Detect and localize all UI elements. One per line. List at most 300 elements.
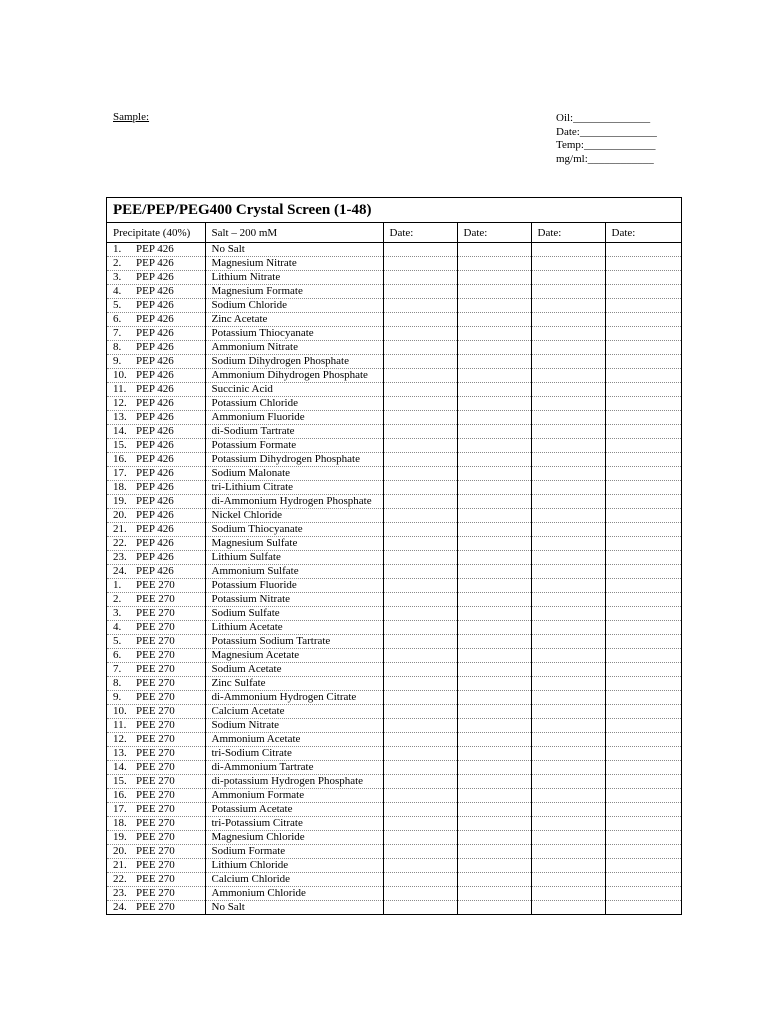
date-4-cell[interactable] — [605, 789, 681, 803]
row-number: 3. — [113, 271, 122, 283]
date-4-cell[interactable] — [605, 817, 681, 831]
date-3-cell[interactable] — [531, 397, 605, 411]
date-2-cell[interactable] — [457, 817, 531, 831]
date-4-cell[interactable] — [605, 243, 681, 257]
date-3-cell[interactable] — [531, 761, 605, 775]
date-1-cell[interactable] — [383, 313, 457, 327]
date-1-cell[interactable] — [383, 887, 457, 901]
column-header-date-2: Date: — [457, 223, 531, 243]
date-1-cell[interactable] — [383, 299, 457, 313]
date-3-cell[interactable] — [531, 271, 605, 285]
row-number: 12. — [113, 397, 127, 409]
date-1-cell[interactable] — [383, 495, 457, 509]
date-1-cell[interactable] — [383, 271, 457, 285]
date-4-cell[interactable] — [605, 733, 681, 747]
date-3-cell[interactable] — [531, 803, 605, 817]
date-2-cell[interactable] — [457, 495, 531, 509]
row-number: 2. — [113, 593, 122, 605]
date-4-cell[interactable] — [605, 257, 681, 271]
date-3-cell[interactable] — [531, 593, 605, 607]
salt-cell: Magnesium Formate — [205, 285, 383, 299]
date-2-cell[interactable] — [457, 285, 531, 299]
row-number: 5. — [113, 299, 122, 311]
salt-cell: Magnesium Acetate — [205, 649, 383, 663]
date-2-cell[interactable] — [457, 873, 531, 887]
date-4-cell[interactable] — [605, 901, 681, 915]
date-3-cell[interactable] — [531, 523, 605, 537]
date-4-cell[interactable] — [605, 579, 681, 593]
date-3-cell[interactable] — [531, 467, 605, 481]
date-1-cell[interactable] — [383, 369, 457, 383]
date-2-cell[interactable] — [457, 537, 531, 551]
precipitate-name: PEE 270 — [136, 859, 175, 871]
date-2-cell[interactable] — [457, 523, 531, 537]
row-number: 21. — [113, 859, 127, 871]
precipitate-name: PEE 270 — [136, 663, 175, 675]
date-3-cell[interactable] — [531, 299, 605, 313]
date-4-cell[interactable] — [605, 383, 681, 397]
precipitate-cell — [107, 299, 205, 313]
precipitate-cell — [107, 509, 205, 523]
precipitate-cell — [107, 481, 205, 495]
date-3-cell[interactable] — [531, 901, 605, 915]
salt-cell: Succinic Acid — [205, 383, 383, 397]
row-number: 15. — [113, 775, 127, 787]
row-number: 12. — [113, 733, 127, 745]
precipitate-name: PEE 270 — [136, 775, 175, 787]
table-row — [107, 271, 681, 285]
date-3-cell[interactable] — [531, 285, 605, 299]
date-3-cell[interactable] — [531, 341, 605, 355]
precipitate-cell — [107, 691, 205, 705]
row-number: 9. — [113, 691, 122, 703]
date-2-cell[interactable] — [457, 383, 531, 397]
date-4-cell[interactable] — [605, 271, 681, 285]
date-3-cell[interactable] — [531, 383, 605, 397]
date-3-cell[interactable] — [531, 257, 605, 271]
precipitate-cell — [107, 775, 205, 789]
salt-cell: tri-Lithium Citrate — [205, 481, 383, 495]
date-2-cell[interactable] — [457, 649, 531, 663]
date-3-cell[interactable] — [531, 509, 605, 523]
date-1-cell[interactable] — [383, 789, 457, 803]
row-number: 8. — [113, 341, 122, 353]
table-row — [107, 719, 681, 733]
date-3-cell[interactable] — [531, 845, 605, 859]
date-4-cell[interactable] — [605, 705, 681, 719]
date-4-cell[interactable] — [605, 691, 681, 705]
row-number: 20. — [113, 509, 127, 521]
date-4-cell[interactable] — [605, 397, 681, 411]
date-1-cell[interactable] — [383, 523, 457, 537]
date-4-cell[interactable] — [605, 495, 681, 509]
date-1-cell[interactable] — [383, 425, 457, 439]
row-number: 19. — [113, 495, 127, 507]
date-3-cell[interactable] — [531, 649, 605, 663]
row-number: 10. — [113, 705, 127, 717]
salt-cell: Magnesium Chloride — [205, 831, 383, 845]
salt-cell: di-Sodium Tartrate — [205, 425, 383, 439]
precipitate-name: PEP 426 — [136, 551, 174, 563]
salt-cell: Potassium Sodium Tartrate — [205, 635, 383, 649]
row-number: 13. — [113, 411, 127, 423]
date-2-cell[interactable] — [457, 271, 531, 285]
date-2-cell[interactable] — [457, 747, 531, 761]
table-row — [107, 677, 681, 691]
date-2-cell[interactable] — [457, 369, 531, 383]
date-4-cell[interactable] — [605, 677, 681, 691]
precipitate-cell — [107, 579, 205, 593]
precipitate-cell — [107, 341, 205, 355]
precipitate-cell — [107, 663, 205, 677]
date-2-cell[interactable] — [457, 397, 531, 411]
date-1-cell[interactable] — [383, 677, 457, 691]
date-2-cell[interactable] — [457, 621, 531, 635]
salt-cell: No Salt — [205, 243, 383, 257]
precipitate-name: PEP 426 — [136, 313, 174, 325]
date-4-cell[interactable] — [605, 593, 681, 607]
date-2-cell[interactable] — [457, 719, 531, 733]
date-3-cell[interactable] — [531, 453, 605, 467]
row-number: 23. — [113, 887, 127, 899]
date-2-cell[interactable] — [457, 425, 531, 439]
date-3-cell[interactable] — [531, 873, 605, 887]
date-4-cell[interactable] — [605, 467, 681, 481]
date-4-cell[interactable] — [605, 523, 681, 537]
salt-cell: Sodium Chloride — [205, 299, 383, 313]
temp-field: Temp:_____________ — [556, 139, 656, 151]
date-4-cell[interactable] — [605, 607, 681, 621]
date-1-cell[interactable] — [383, 285, 457, 299]
date-field: Date:______________ — [556, 125, 657, 138]
salt-cell: Magnesium Nitrate — [205, 257, 383, 271]
date-1-cell[interactable] — [383, 663, 457, 677]
date-4-cell[interactable] — [605, 537, 681, 551]
date-2-cell[interactable] — [457, 845, 531, 859]
date-1-cell[interactable] — [383, 481, 457, 495]
date-2-cell[interactable] — [457, 901, 531, 915]
table-row — [107, 397, 681, 411]
date-3-cell[interactable] — [531, 635, 605, 649]
date-2-cell[interactable] — [457, 453, 531, 467]
precipitate-cell — [107, 313, 205, 327]
date-2-cell[interactable] — [457, 775, 531, 789]
precipitate-name: PEP 426 — [136, 383, 174, 395]
date-1-cell[interactable] — [383, 845, 457, 859]
date-3-cell[interactable] — [531, 425, 605, 439]
date-1-cell[interactable] — [383, 257, 457, 271]
column-header-salt: Salt – 200 mM — [205, 223, 383, 243]
date-1-cell[interactable] — [383, 649, 457, 663]
date-2-cell[interactable] — [457, 481, 531, 495]
precipitate-cell — [107, 677, 205, 691]
row-number: 5. — [113, 635, 122, 647]
row-number: 6. — [113, 313, 122, 325]
date-3-cell[interactable] — [531, 243, 605, 257]
date-2-cell[interactable] — [457, 761, 531, 775]
date-2-cell[interactable] — [457, 341, 531, 355]
date-4-cell[interactable] — [605, 551, 681, 565]
table-row — [107, 495, 681, 509]
date-1-cell[interactable] — [383, 397, 457, 411]
date-4-cell[interactable] — [605, 369, 681, 383]
table-row — [107, 439, 681, 453]
date-1-cell[interactable] — [383, 243, 457, 257]
row-number: 18. — [113, 481, 127, 493]
date-2-cell[interactable] — [457, 733, 531, 747]
table-row — [107, 523, 681, 537]
date-3-cell[interactable] — [531, 411, 605, 425]
date-1-cell[interactable] — [383, 607, 457, 621]
precipitate-cell — [107, 593, 205, 607]
oil-field: Oil:______________ — [556, 112, 651, 124]
precipitate-cell — [107, 719, 205, 733]
date-2-cell[interactable] — [457, 243, 531, 257]
precipitate-name: PEE 270 — [136, 705, 175, 717]
date-4-cell[interactable] — [605, 425, 681, 439]
date-4-cell[interactable] — [605, 747, 681, 761]
date-2-cell[interactable] — [457, 789, 531, 803]
date-3-cell[interactable] — [531, 775, 605, 789]
date-3-cell[interactable] — [531, 747, 605, 761]
date-2-cell[interactable] — [457, 887, 531, 901]
date-3-cell[interactable] — [531, 439, 605, 453]
date-4-cell[interactable] — [605, 341, 681, 355]
date-3-cell[interactable] — [531, 551, 605, 565]
row-number: 11. — [113, 383, 127, 395]
table-row — [107, 803, 681, 817]
date-1-cell[interactable] — [383, 635, 457, 649]
date-3-cell[interactable] — [531, 691, 605, 705]
precipitate-name: PEP 426 — [136, 341, 174, 353]
date-1-cell[interactable] — [383, 803, 457, 817]
row-number: 23. — [113, 551, 127, 563]
sample-metadata — [556, 112, 657, 166]
date-1-cell[interactable] — [383, 621, 457, 635]
date-4-cell[interactable] — [605, 481, 681, 495]
date-3-cell[interactable] — [531, 817, 605, 831]
date-1-cell[interactable] — [383, 719, 457, 733]
date-2-cell[interactable] — [457, 257, 531, 271]
salt-cell: tri-Potassium Citrate — [205, 817, 383, 831]
date-1-cell[interactable] — [383, 747, 457, 761]
date-4-cell[interactable] — [605, 663, 681, 677]
date-2-cell[interactable] — [457, 439, 531, 453]
row-number: 20. — [113, 845, 127, 857]
date-2-cell[interactable] — [457, 467, 531, 481]
row-number: 14. — [113, 425, 127, 437]
date-4-cell[interactable] — [605, 887, 681, 901]
precipitate-cell — [107, 873, 205, 887]
precipitate-cell — [107, 901, 205, 915]
row-number: 16. — [113, 789, 127, 801]
row-number: 7. — [113, 327, 122, 339]
date-3-cell[interactable] — [531, 369, 605, 383]
date-4-cell[interactable] — [605, 285, 681, 299]
date-1-cell[interactable] — [383, 509, 457, 523]
table-row — [107, 257, 681, 271]
salt-cell: Lithium Acetate — [205, 621, 383, 635]
salt-cell: di-Ammonium Tartrate — [205, 761, 383, 775]
date-4-cell[interactable] — [605, 509, 681, 523]
date-2-cell[interactable] — [457, 299, 531, 313]
date-4-cell[interactable] — [605, 649, 681, 663]
date-1-cell[interactable] — [383, 327, 457, 341]
date-2-cell[interactable] — [457, 859, 531, 873]
date-1-cell[interactable] — [383, 593, 457, 607]
date-2-cell[interactable] — [457, 607, 531, 621]
salt-cell: Zinc Acetate — [205, 313, 383, 327]
date-4-cell[interactable] — [605, 313, 681, 327]
precipitate-name: PEE 270 — [136, 649, 175, 661]
precipitate-cell — [107, 523, 205, 537]
salt-cell: Lithium Sulfate — [205, 551, 383, 565]
precipitate-name: PEP 426 — [136, 439, 174, 451]
date-4-cell[interactable] — [605, 635, 681, 649]
crystal-screen-table — [106, 197, 682, 915]
precipitate-name: PEP 426 — [136, 565, 174, 577]
date-1-cell[interactable] — [383, 551, 457, 565]
date-2-cell[interactable] — [457, 355, 531, 369]
date-2-cell[interactable] — [457, 663, 531, 677]
row-number: 18. — [113, 817, 127, 829]
date-3-cell[interactable] — [531, 719, 605, 733]
date-4-cell[interactable] — [605, 411, 681, 425]
date-2-cell[interactable] — [457, 327, 531, 341]
date-3-cell[interactable] — [531, 663, 605, 677]
date-2-cell[interactable] — [457, 803, 531, 817]
date-3-cell[interactable] — [531, 705, 605, 719]
precipitate-name: PEE 270 — [136, 803, 175, 815]
date-4-cell[interactable] — [605, 845, 681, 859]
date-1-cell[interactable] — [383, 341, 457, 355]
date-4-cell[interactable] — [605, 621, 681, 635]
date-2-cell[interactable] — [457, 677, 531, 691]
salt-cell: Sodium Nitrate — [205, 719, 383, 733]
date-1-cell[interactable] — [383, 453, 457, 467]
precipitate-name: PEP 426 — [136, 523, 174, 535]
date-3-cell[interactable] — [531, 621, 605, 635]
date-1-cell[interactable] — [383, 705, 457, 719]
salt-cell: di-Ammonium Hydrogen Phosphate — [205, 495, 383, 509]
date-4-cell[interactable] — [605, 355, 681, 369]
date-1-cell[interactable] — [383, 901, 457, 915]
date-2-cell[interactable] — [457, 691, 531, 705]
date-1-cell[interactable] — [383, 383, 457, 397]
date-1-cell[interactable] — [383, 817, 457, 831]
date-2-cell[interactable] — [457, 565, 531, 579]
date-1-cell[interactable] — [383, 831, 457, 845]
date-3-cell[interactable] — [531, 313, 605, 327]
table-row — [107, 425, 681, 439]
date-1-cell[interactable] — [383, 355, 457, 369]
salt-cell: Ammonium Fluoride — [205, 411, 383, 425]
date-3-cell[interactable] — [531, 327, 605, 341]
date-3-cell[interactable] — [531, 887, 605, 901]
date-1-cell[interactable] — [383, 579, 457, 593]
date-1-cell[interactable] — [383, 467, 457, 481]
date-4-cell[interactable] — [605, 453, 681, 467]
date-4-cell[interactable] — [605, 327, 681, 341]
salt-cell: Sodium Thiocyanate — [205, 523, 383, 537]
date-1-cell[interactable] — [383, 439, 457, 453]
date-3-cell[interactable] — [531, 831, 605, 845]
date-2-cell[interactable] — [457, 551, 531, 565]
date-2-cell[interactable] — [457, 831, 531, 845]
row-number: 8. — [113, 677, 122, 689]
date-1-cell[interactable] — [383, 691, 457, 705]
date-4-cell[interactable] — [605, 775, 681, 789]
precipitate-name: PEP 426 — [136, 257, 174, 269]
date-4-cell[interactable] — [605, 873, 681, 887]
date-1-cell[interactable] — [383, 733, 457, 747]
date-2-cell[interactable] — [457, 593, 531, 607]
date-4-cell[interactable] — [605, 761, 681, 775]
date-2-cell[interactable] — [457, 313, 531, 327]
date-2-cell[interactable] — [457, 705, 531, 719]
salt-cell: Ammonium Formate — [205, 789, 383, 803]
date-1-cell[interactable] — [383, 761, 457, 775]
date-1-cell[interactable] — [383, 775, 457, 789]
date-4-cell[interactable] — [605, 831, 681, 845]
date-1-cell[interactable] — [383, 859, 457, 873]
date-3-cell[interactable] — [531, 537, 605, 551]
date-3-cell[interactable] — [531, 733, 605, 747]
date-4-cell[interactable] — [605, 719, 681, 733]
date-4-cell[interactable] — [605, 299, 681, 313]
salt-cell: Lithium Chloride — [205, 859, 383, 873]
sample-label: Sample: — [113, 111, 150, 123]
date-1-cell[interactable] — [383, 565, 457, 579]
date-1-cell[interactable] — [383, 873, 457, 887]
row-number: 21. — [113, 523, 127, 535]
date-1-cell[interactable] — [383, 411, 457, 425]
table-row — [107, 747, 681, 761]
salt-cell: Potassium Fluoride — [205, 579, 383, 593]
precipitate-cell — [107, 453, 205, 467]
date-3-cell[interactable] — [531, 355, 605, 369]
precipitate-cell — [107, 537, 205, 551]
salt-cell: Magnesium Sulfate — [205, 537, 383, 551]
table-row — [107, 579, 681, 593]
date-4-cell[interactable] — [605, 439, 681, 453]
table-row — [107, 481, 681, 495]
date-3-cell[interactable] — [531, 607, 605, 621]
date-4-cell[interactable] — [605, 803, 681, 817]
date-2-cell[interactable] — [457, 509, 531, 523]
date-3-cell[interactable] — [531, 495, 605, 509]
date-3-cell[interactable] — [531, 481, 605, 495]
date-1-cell[interactable] — [383, 537, 457, 551]
salt-cell: Sodium Acetate — [205, 663, 383, 677]
date-3-cell[interactable] — [531, 677, 605, 691]
precipitate-cell — [107, 859, 205, 873]
date-2-cell[interactable] — [457, 579, 531, 593]
date-2-cell[interactable] — [457, 635, 531, 649]
date-3-cell[interactable] — [531, 859, 605, 873]
date-3-cell[interactable] — [531, 579, 605, 593]
precipitate-name: PEP 426 — [136, 537, 174, 549]
table-row — [107, 243, 681, 257]
date-4-cell[interactable] — [605, 565, 681, 579]
salt-cell: Potassium Dihydrogen Phosphate — [205, 453, 383, 467]
date-3-cell[interactable] — [531, 565, 605, 579]
precipitate-cell — [107, 817, 205, 831]
date-4-cell[interactable] — [605, 859, 681, 873]
date-2-cell[interactable] — [457, 411, 531, 425]
precipitate-name: PEE 270 — [136, 677, 175, 689]
date-3-cell[interactable] — [531, 789, 605, 803]
